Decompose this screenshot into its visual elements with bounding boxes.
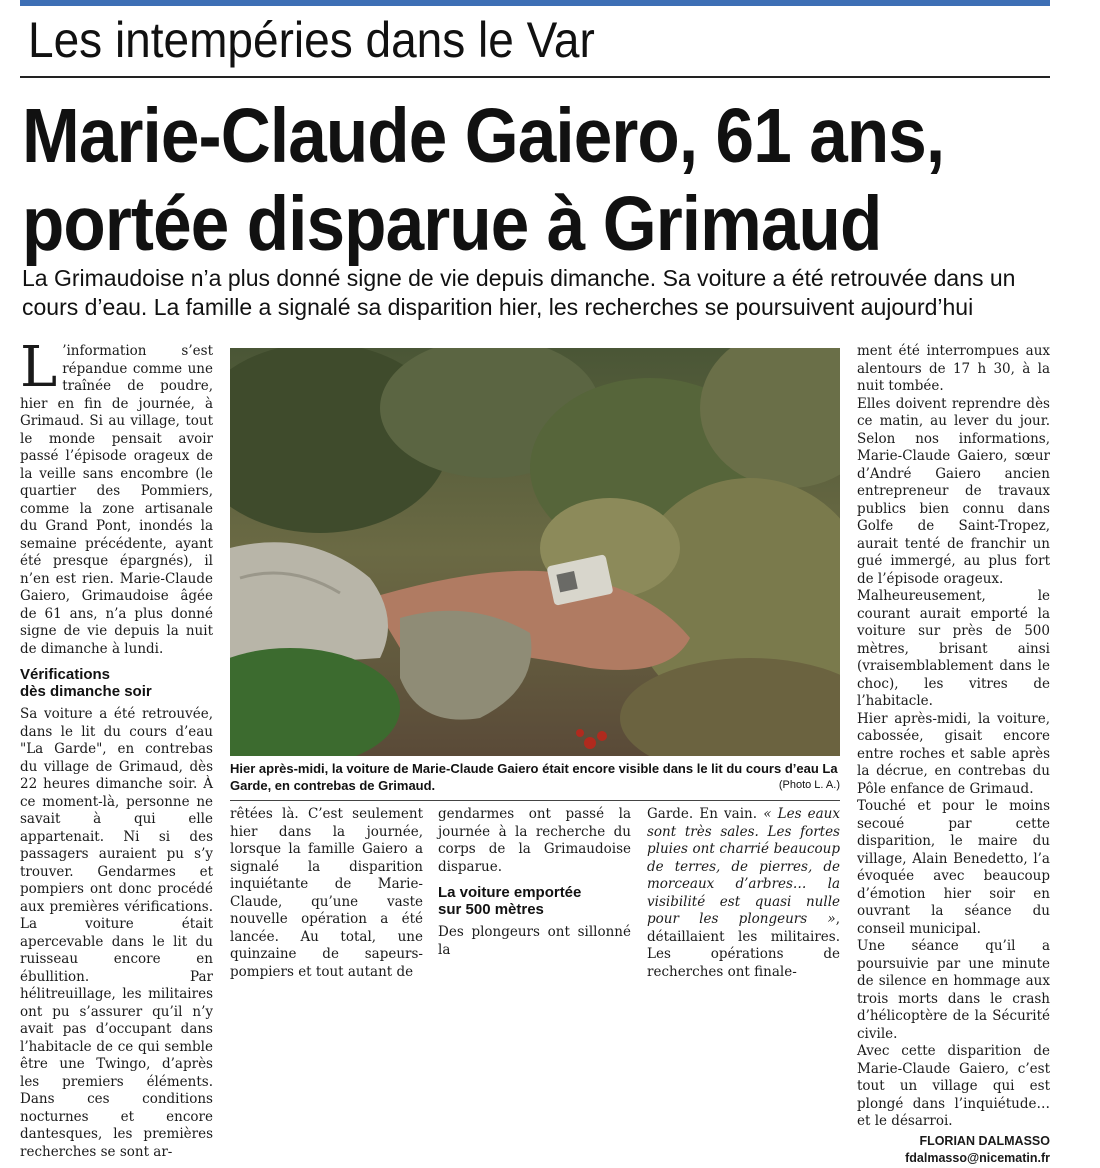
top-color-bar bbox=[20, 0, 1050, 6]
body-paragraph: Sa voiture a été retrouvée, dans le lit du cours d’eau "La Garde", en contrebas du village de Grimaud, dès 22 heures dimanche soir. À ce moment-là, personne ne savait à qui elle appartenait. Ni si des passagers auraient pu s’y trouver. Gendarmes et pompiers ont donc procédé aux premières vérifications. La voiture était apercevable dans le lit du ruisseau encore en ébullition. Par hélitreuillage, les militaires ont pu s’assurer qu’il n’y avait pas d’occupant dans l’habitacle de ce qui semble être une Twingo, d’après les premiers éléments. Dans ces conditions nocturnes et encore dantesques, les premières recherches se sont ar- bbox=[20, 706, 213, 1160]
body-paragraph: rêtées là. C’est seulement hier dans la journée, lorsque la famille Gaiero a signalé la disparition inquiétante de Marie-Claude, qu’une vaste nouvelle opération a été lancée. Au total, une quinzaine de sapeurs-pompiers et tout autant de bbox=[230, 806, 423, 980]
headline-line-1: Marie-Claude Gaiero, 61 ans, bbox=[22, 93, 945, 179]
caption-rule bbox=[230, 800, 840, 801]
body-paragraph: Malheureusement, le courant aurait emporté la voiture sur près de 500 mètres, brisant ainsi (vraisemblablement dans le choc), les vitres de l’habitacle. bbox=[857, 588, 1050, 709]
body-paragraph: Des plongeurs ont sillonné la bbox=[438, 924, 631, 958]
subhead-verifications bbox=[20, 666, 213, 700]
quote-text: « Les eaux sont très sales. Les fortes pluies ont charrié beaucoup de terres, de pierres, de morceaux d’arbres… la visibilité est quasi nulle pour les plongeurs » bbox=[647, 806, 840, 927]
rubric-rule bbox=[20, 76, 1050, 78]
headline-line-2: portée disparue à Grimaud bbox=[22, 181, 882, 267]
photo-caption bbox=[230, 760, 840, 794]
photo-credit: (Photo L. A.) bbox=[778, 779, 840, 791]
body-paragraph: Avec cette disparition de Marie-Claude Gaiero, c’est tout un village qui est plongé dans l’inquiétude… et le désarroi. bbox=[857, 1043, 1050, 1129]
intro-text: ’information s’est répandue comme une traînée de poudre, hier en fin de journée, à Grimaud. Si au village, tout le monde pensait avoir passé l’épisode orageux de la veille sans encombre (le quartier des Pommiers, comme la zone artisanale du Grand Pont, inondés la semaine précédente, ayant été presque épargnés), il n’en est rien. Marie-Claude Gaiero, Grimaudoise âgée de 61 ans, n’a plus donné signe de vie depuis la nuit de dimanche à lundi. bbox=[20, 343, 213, 657]
standfirst-line-2: cours d’eau. La famille a signalé sa disparition hier, les recherches se poursuivent aujourd’hui bbox=[22, 294, 974, 320]
subhead-line-1: La voiture emportée bbox=[438, 884, 582, 901]
article-column-4 bbox=[647, 806, 840, 981]
article-column-5 bbox=[857, 343, 1050, 1168]
section-rubric: Les intempéries dans le Var bbox=[28, 12, 595, 68]
standfirst bbox=[22, 264, 1015, 322]
body-paragraph: gendarmes ont passé la journée à la recherche du corps de la Grimaudoise disparue. bbox=[438, 806, 631, 875]
subhead-line-2: dès dimanche soir bbox=[20, 683, 152, 700]
standfirst-line-1: La Grimaudoise n’a plus donné signe de vie depuis dimanche. Sa voiture a été retrouvée dans un bbox=[22, 265, 1016, 291]
subhead-line-2: sur 500 mètres bbox=[438, 901, 544, 918]
article-column-2 bbox=[230, 806, 423, 981]
body-paragraph: Elles doivent reprendre dès ce matin, au lever du jour. Selon nos informations, Marie-Claude Gaiero, sœur d’André Gaiero ancien entrepreneur de travaux publics bien connu dans Golfe de Saint-Tropez, aurait tenté de franchir un gué immergé, au plus fort de l’épisode orageux. bbox=[857, 395, 1050, 587]
drop-cap: L bbox=[20, 335, 58, 400]
body-paragraph bbox=[647, 806, 840, 981]
article-column-3 bbox=[438, 806, 631, 959]
body-text: Garde. En vain. bbox=[647, 806, 764, 822]
caption-text: Hier après-midi, la voiture de Marie-Claude Gaiero était encore visible dans le lit du cours d’eau La Garde, en contrebas de Grimaud. bbox=[230, 761, 838, 793]
article-column-1 bbox=[20, 335, 213, 1161]
subhead-voiture-emportee bbox=[438, 884, 631, 918]
body-paragraph: Touché et pour le moins secoué par cette disparition, le maire du village, Alain Benedetto, l’a évoquée avec beaucoup d’émotion hier soir en ouvrant la séance du conseil municipal. bbox=[857, 798, 1050, 937]
intro-paragraph bbox=[20, 335, 213, 658]
headline bbox=[22, 92, 944, 268]
body-paragraph: Hier après-midi, la voiture, cabossée, gisait encore entre roches et sable après la décrue, en contrebas du Pôle enfance de Grimaud. bbox=[857, 710, 1050, 797]
author-email[interactable]: fdalmasso@nicematin.fr bbox=[905, 1151, 1050, 1165]
news-photo bbox=[230, 348, 840, 756]
body-text: , détaillaient les militaires. Les opérations de recherches ont finale- bbox=[647, 911, 840, 980]
subhead-line-1: Vérifications bbox=[20, 666, 111, 683]
body-paragraph: ment été interrompues aux alentours de 17 h 30, à la nuit tombée. bbox=[857, 343, 1050, 394]
ravine-photo-illustration bbox=[230, 348, 840, 756]
body-paragraph: Une séance qu’il a poursuivie par une minute de silence en hommage aux trois morts dans le crash d’hélicoptère de la Sécurité civile. bbox=[857, 938, 1050, 1042]
author-byline: FLORIAN DALMASSO bbox=[919, 1133, 1050, 1148]
